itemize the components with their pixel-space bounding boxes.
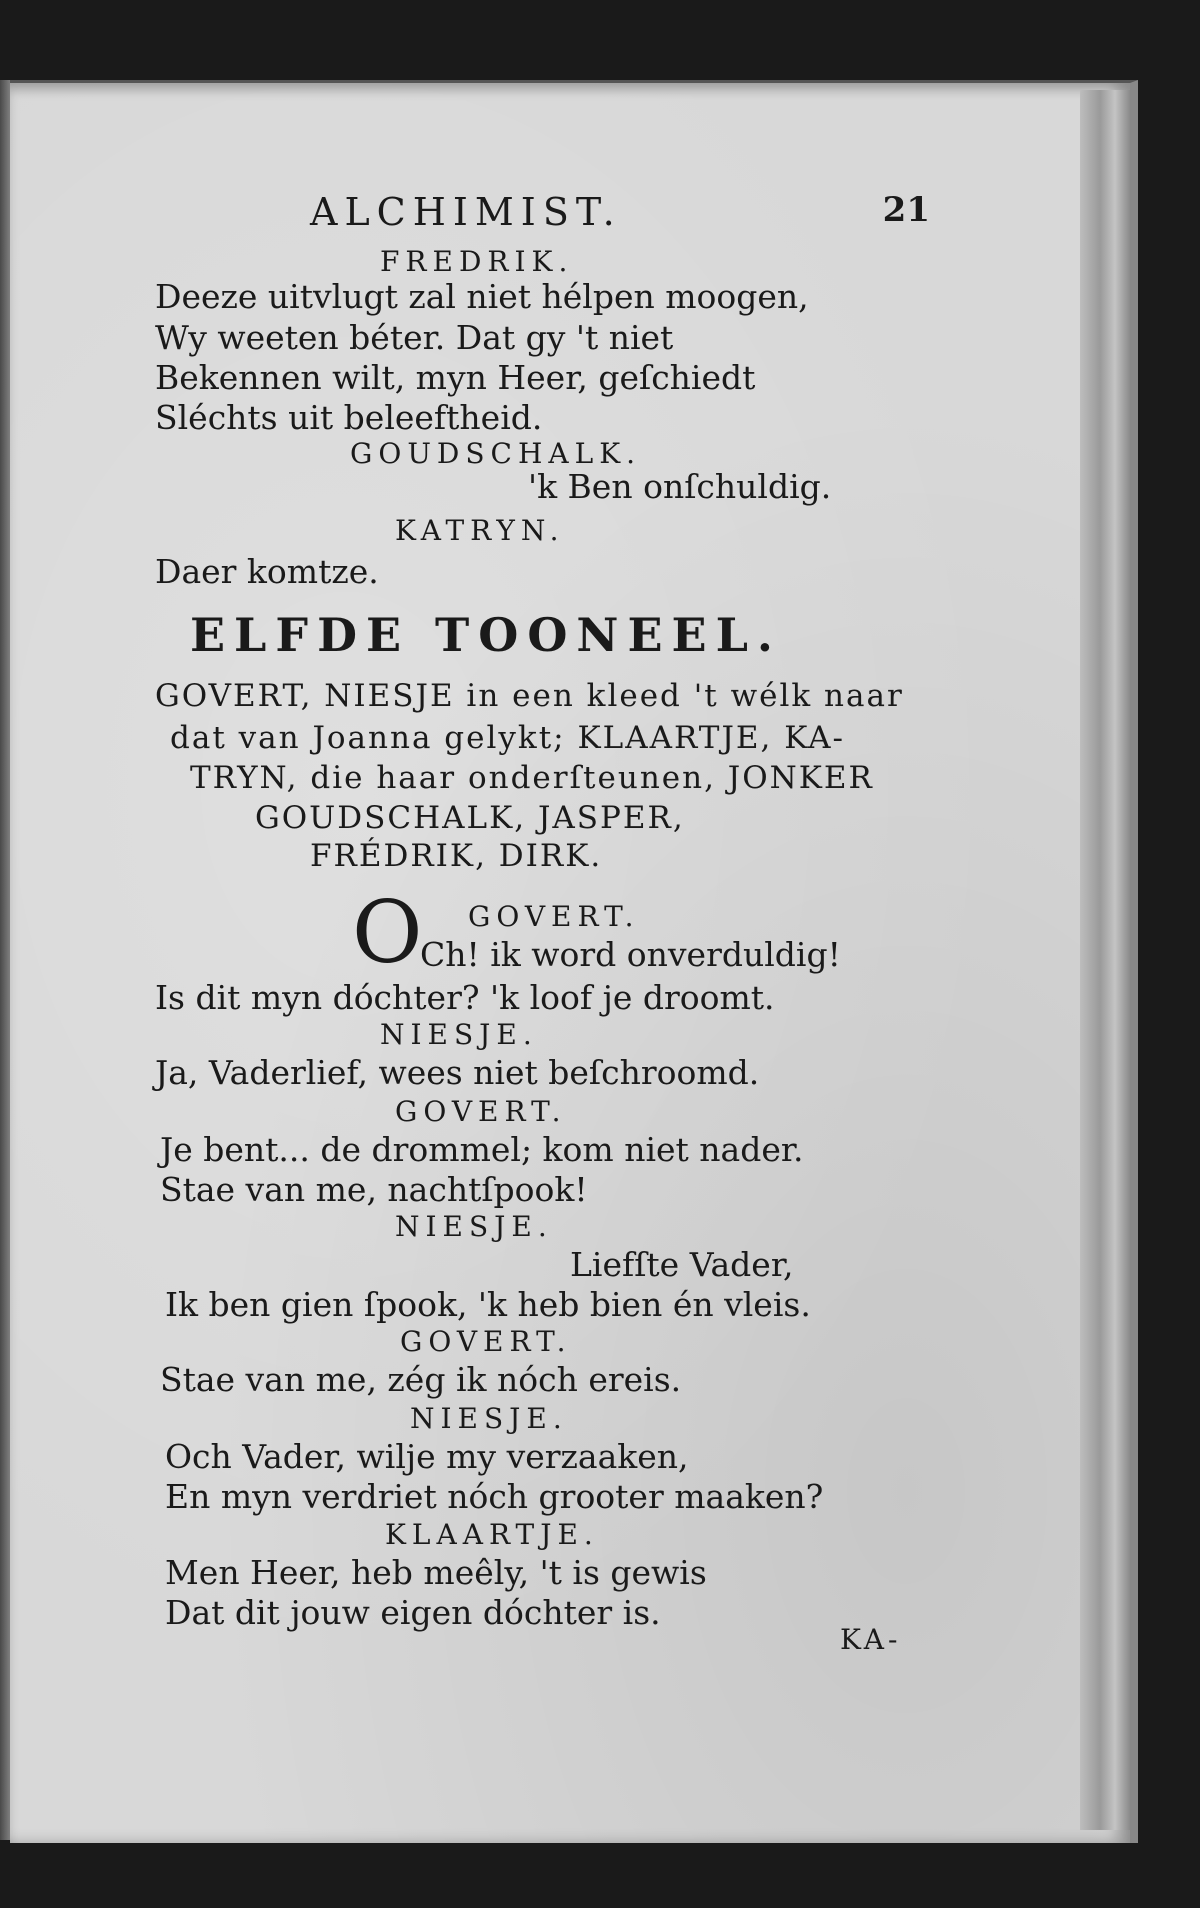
page-edge — [1080, 90, 1130, 1830]
speaker-fredrik: FREDRIK. — [380, 245, 574, 278]
page-number: 21 — [882, 190, 930, 230]
verse-line: Bekennen wilt, myn Heer, geſchiedt — [155, 358, 756, 397]
verse-line: Sléchts uit beleeftheid. — [155, 398, 543, 437]
verse-line: Is dit myn dóchter? 'k loof je droomt. — [155, 978, 775, 1017]
verse-line: Stae van me, nachtſpook! — [160, 1170, 588, 1209]
verse-line: 'k Ben onſchuldig. — [528, 467, 832, 506]
speaker-govert: GOVERT. — [468, 900, 640, 933]
verse-line: Daer komtze. — [155, 552, 379, 591]
speaker-klaartje: KLAARTJE. — [385, 1518, 599, 1551]
verse-line: Ja, Vaderlief, wees niet beſchroomd. — [155, 1053, 760, 1092]
verse-line: Liefſte Vader, — [570, 1245, 794, 1284]
drop-cap: O — [352, 883, 423, 983]
verse-line: Deeze uitvlugt zal niet hélpen moogen, — [155, 277, 809, 316]
verse-line: Ik ben gien ſpook, 'k heb bien én vleis. — [165, 1285, 811, 1324]
verse-line: Stae van me, zég ik nóch ereis. — [160, 1360, 682, 1399]
speaker-katryn: KATRYN. — [395, 514, 565, 547]
running-header — [160, 190, 930, 240]
running-title: ALCHIMIST. — [310, 190, 622, 234]
verse-line: Dat dit jouw eigen dóchter is. — [165, 1593, 661, 1632]
scene-title: ELFDE TOONEEL. — [190, 608, 782, 662]
cast-line: FRÉDRIK, DIRK. — [310, 838, 603, 874]
speaker-goudschalk: GOUDSCHALK. — [350, 437, 642, 470]
cast-line: GOVERT, NIESJE in een kleed 't wélk naar — [155, 678, 904, 714]
speaker-niesje: NIESJE. — [395, 1210, 553, 1243]
catchword: KA- — [840, 1623, 902, 1656]
speaker-govert: GOVERT. — [395, 1095, 567, 1128]
speaker-niesje: NIESJE. — [410, 1402, 568, 1435]
verse-line: Wy weeten béter. Dat gy 't niet — [155, 318, 674, 357]
verse-line: Ch! ik word onverduldig! — [420, 935, 841, 974]
cast-line: dat van Joanna gelykt; KLAARTJE, KA- — [170, 720, 845, 756]
verse-line: Je bent... de drommel; kom niet nader. — [160, 1130, 804, 1169]
verse-line: Och Vader, wilje my verzaaken, — [165, 1437, 689, 1476]
cast-line: TRYN, die haar onderſteunen, JONKER — [190, 760, 874, 796]
verse-line: En myn verdriet nóch grooter maaken? — [165, 1477, 824, 1516]
speaker-govert: GOVERT. — [400, 1325, 572, 1358]
cast-line: GOUDSCHALK, JASPER, — [255, 800, 685, 836]
speaker-niesje: NIESJE. — [380, 1018, 538, 1051]
verse-line: Men Heer, heb meêly, 't is gewis — [165, 1553, 707, 1592]
